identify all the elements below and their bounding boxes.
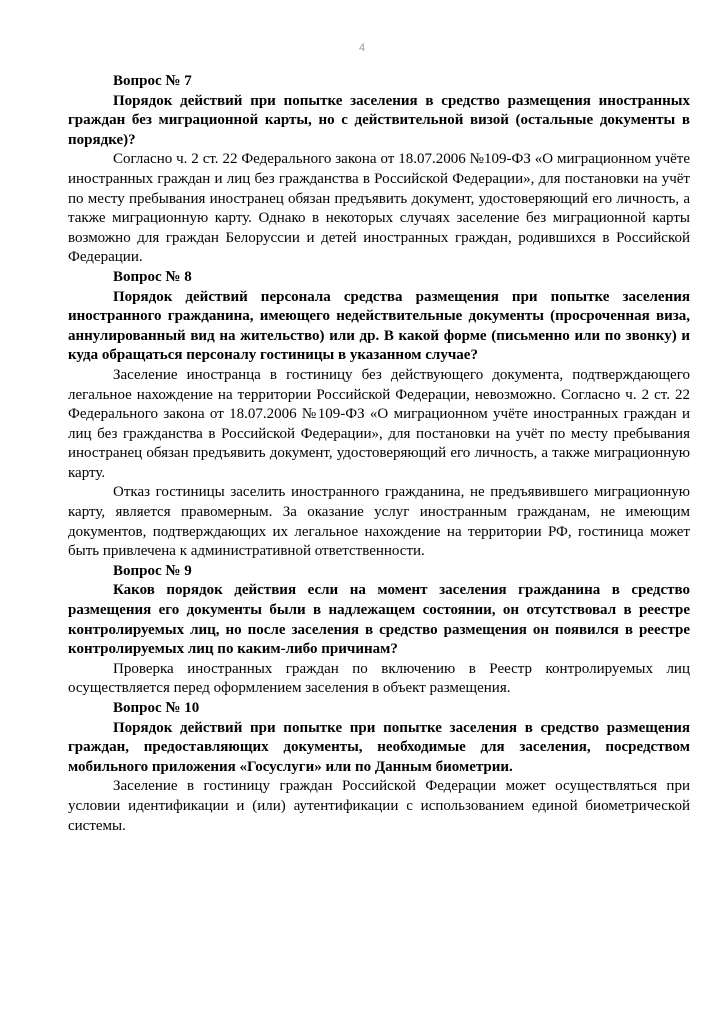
question-text: Каков порядок действия если на момент заселения гражданина в средство размещения его документы были в надлежащем состоянии, он отсутствовал в реестре контролируемых лиц, но после заселения в средство размещения он появился в реестре контролируемых лиц по каким-либо причинам? bbox=[68, 582, 690, 658]
answer-paragraph: Отказ гостиницы заселить иностранного гражданина, не предъявившего миграционную карту, является правомерным. За оказание услуг иностранным гражданам, не имеющим документов, подтверждающих их легальное нахождение на территории РФ, гостиница может быть привлечена к административной ответственности. bbox=[68, 484, 690, 560]
answer-paragraph: Заселение иностранца в гостиницу без действующего документа, подтверждающего легальное нахождение на территории Российской Федерации, невозможно. Согласно ч. 2 ст. 22 Федерального закона от 18.07.2006 №109-ФЗ «О миграционном учёте иностранных граждан и лиц без гражданства в Российской Федерации», для постановки на учёт по месту пребывания иностранец обязан предъявить документ, удостоверяющий его личность, а также миграционную карту. bbox=[68, 366, 690, 481]
document-body bbox=[68, 72, 690, 836]
question-text: Порядок действий при попытке заселения в средство размещения иностранных граждан без миграционной карты, но с действительной визой (остальные документы в порядке)? bbox=[68, 92, 690, 148]
answer-paragraph: Согласно ч. 2 ст. 22 Федерального закона от 18.07.2006 №109-ФЗ «О миграционном учёте иностранных граждан и лиц без гражданства в Российской Федерации», для постановки на учёт по месту пребывания иностранец обязан предъявить документ, удостоверяющий его личность, а также миграционную карту. Однако в некоторых случаях заселение без миграционной карты возможно для граждан Белоруссии и детей иностранных граждан, родившихся в Российской Федерации. bbox=[68, 151, 690, 266]
page-number: 4 bbox=[358, 42, 366, 54]
answer-paragraph: Заселение в гостиницу граждан Российской Федерации может осуществляться при условии идентификации и (или) аутентификации с использованием единой биометрической системы. bbox=[68, 778, 690, 834]
question-text: Порядок действий при попытке при попытке заселения в средство размещения граждан, предоставляющих документы, необходимые для заселения, посредством мобильного приложения «Госуслуги» или по Данным биометрии. bbox=[68, 719, 690, 775]
question-heading: Вопрос № 9 bbox=[113, 562, 192, 579]
question-heading: Вопрос № 10 bbox=[113, 700, 200, 716]
question-text: Порядок действий персонала средства размещения при попытке заселения иностранного гражданина, имеющего недействительные документы (просроченная виза, аннулированный вид на жительство) или др. В какой форме (письменно или по звонку) и куда обращаться персоналу гостиницы в указанном случае? bbox=[68, 288, 690, 364]
question-heading: Вопрос № 8 bbox=[113, 268, 192, 285]
question-heading: Вопрос № 7 bbox=[113, 73, 192, 89]
answer-paragraph: Проверка иностранных граждан по включению в Реестр контролируемых лиц осуществляется перед оформлением заселения в объект размещения. bbox=[68, 660, 690, 697]
